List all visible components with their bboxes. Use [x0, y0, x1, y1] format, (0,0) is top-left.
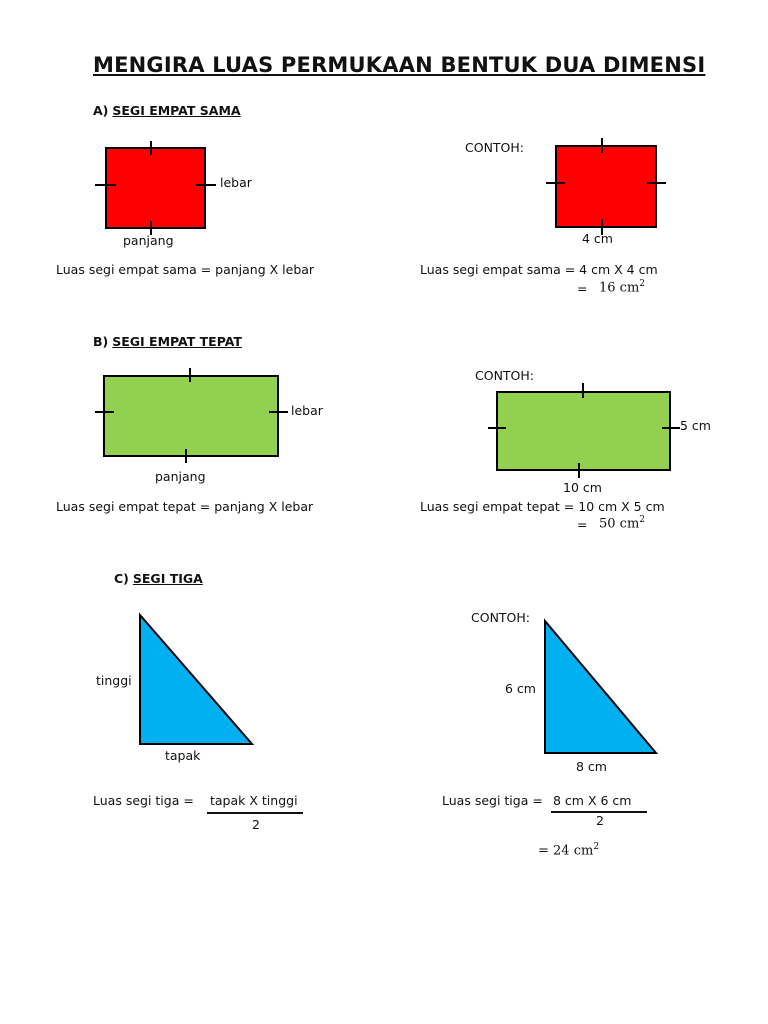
example-denominator: 2	[596, 813, 604, 828]
example-formula-rectangle: Luas segi empat tepat = 10 cm X 5 cm	[420, 499, 665, 514]
section-prefix: C)	[114, 571, 129, 586]
section-prefix: B)	[93, 334, 109, 349]
example-label: CONTOH:	[465, 140, 525, 155]
section-title: SEGI TIGA	[132, 571, 203, 586]
section-title: SEGI EMPAT SAMA	[112, 103, 241, 118]
square-example-shape	[540, 134, 675, 244]
example-base-label: 8 cm	[576, 759, 607, 774]
label-panjang: panjang	[155, 469, 206, 484]
triangle-shape	[135, 610, 260, 750]
example-formula-triangle-prefix: Luas segi tiga =	[442, 793, 543, 808]
formula-square: Luas segi empat sama = panjang X lebar	[56, 262, 315, 277]
example-side-label: 4 cm	[582, 231, 613, 246]
section-heading-square	[93, 103, 241, 118]
fraction-line	[207, 812, 303, 814]
example-length-label: 10 cm	[563, 480, 602, 495]
section-heading-triangle	[114, 571, 203, 586]
label-lebar: lebar	[220, 175, 252, 190]
square-shape	[90, 138, 230, 248]
example-width-label: 5 cm	[680, 418, 711, 433]
rectangle-shape	[90, 366, 290, 466]
example-result-triangle: = 24 $cm^2$	[538, 842, 600, 859]
triangle-example-shape	[540, 616, 665, 761]
example-equals: =	[577, 281, 588, 296]
formula-denominator: 2	[252, 817, 260, 832]
formula-rectangle: Luas segi empat tepat = panjang X lebar	[56, 499, 314, 514]
label-panjang: panjang	[123, 233, 174, 248]
example-label: CONTOH:	[475, 368, 535, 383]
section-heading-rectangle	[93, 334, 242, 349]
label-tapak: tapak	[165, 748, 201, 763]
example-equals: =	[577, 517, 588, 532]
section-title: SEGI EMPAT TEPAT	[112, 334, 242, 349]
formula-triangle-prefix: Luas segi tiga =	[93, 793, 194, 808]
example-height-label: 6 cm	[505, 681, 536, 696]
example-result-square: 16 $cm^2$	[599, 279, 646, 296]
page-title: MENGIRA LUAS PERMUKAAN BENTUK DUA DIMENSI	[93, 53, 706, 77]
example-result-rectangle: 50 $cm^2$	[599, 515, 646, 532]
label-lebar: lebar	[291, 403, 323, 418]
example-label: CONTOH:	[471, 610, 531, 625]
rectangle-example-shape	[485, 381, 685, 481]
formula-numerator: tapak X tinggi	[210, 793, 298, 808]
section-prefix: A)	[93, 103, 109, 118]
example-formula-square: Luas segi empat sama = 4 cm X 4 cm	[420, 262, 658, 277]
label-tinggi: tinggi	[96, 673, 132, 688]
example-numerator: 8 cm X 6 cm	[553, 793, 632, 808]
